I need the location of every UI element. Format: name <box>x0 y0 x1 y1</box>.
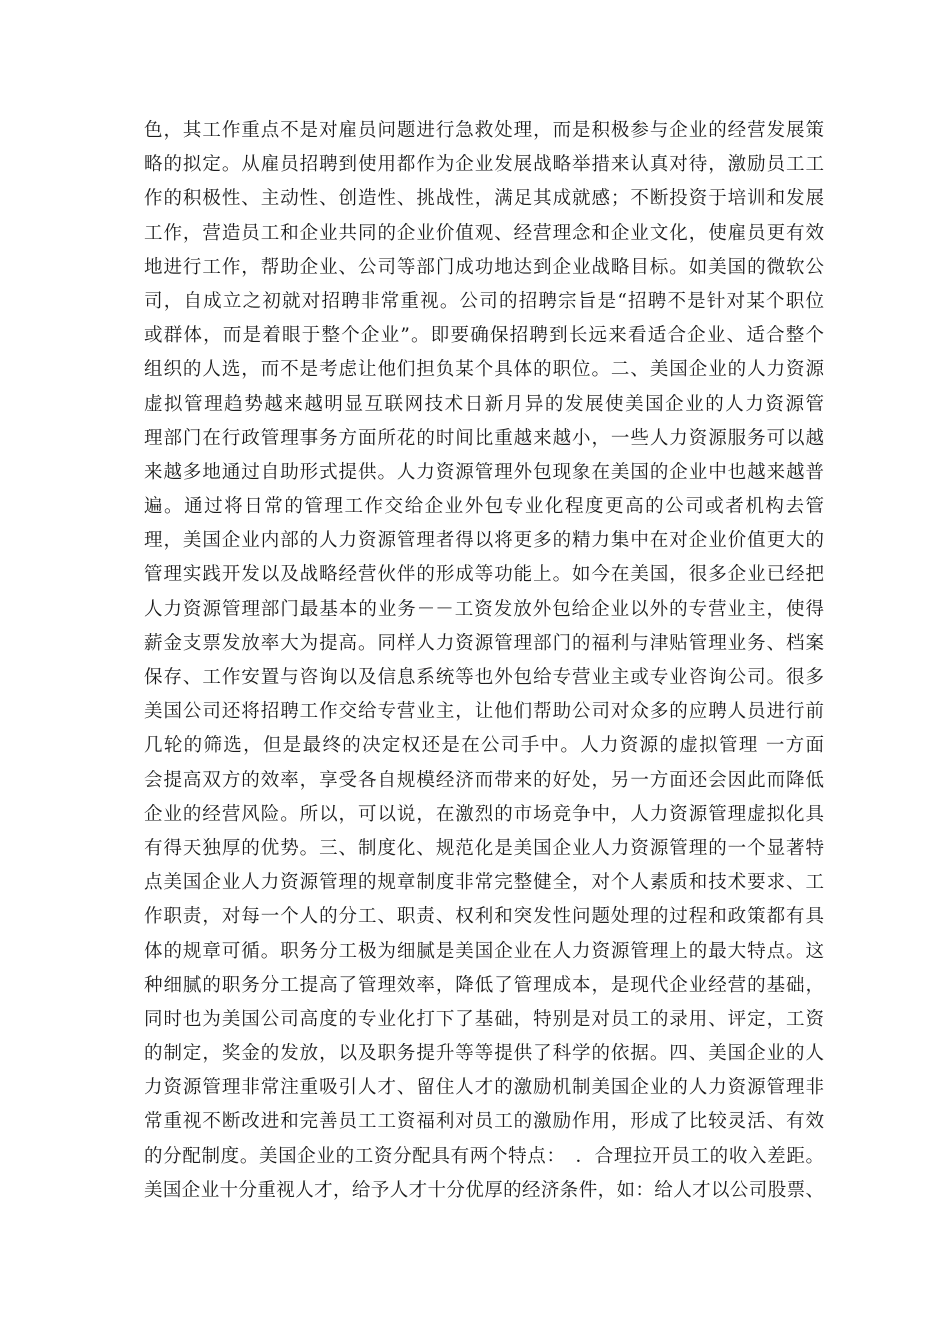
text-line: 种细腻的职务分工提高了管理效率，降低了管理成本，是现代企业经营的基础， <box>144 974 824 996</box>
text-line: 的分配制度。美国企业的工资分配具有两个特点： ．合理拉开员工的收入差距。 <box>144 1145 824 1167</box>
text-line: 会提高双方的效率，享受各自规模经济而带来的好处，另一方面还会因此而降低 <box>144 769 824 791</box>
text-line: 力资源管理非常注重吸引人才、留住人才的激励机制美国企业的人力资源管理非 <box>144 1077 824 1099</box>
text-line: 点美国企业人力资源管理的规章制度非常完整健全，对个人素质和技术要求、工 <box>144 872 824 894</box>
text-line: 保存、工作安置与咨询以及信息系统等也外包给专营业主或专业咨询公司。很多 <box>144 667 824 688</box>
text-line: 理部门在行政管理事务方面所花的时间比重越来越小，一些人力资源服务可以越 <box>144 427 824 449</box>
text-line: 作职责，对每一个人的分工、职责、权利和突发性问题处理的过程和政策都有具 <box>144 906 824 928</box>
text-line: 美国公司还将招聘工作交给专营业主，让他们帮助公司对众多的应聘人员进行前 <box>144 701 824 723</box>
text-line: 同时也为美国公司高度的专业化打下了基础，特别是对员工的录用、评定，工资 <box>144 1008 824 1030</box>
text-line: 薪金支票发放率大为提高。同样人力资源管理部门的福利与津贴管理业务、档案 <box>144 632 824 654</box>
text-line: 管理实践开发以及战略经营伙伴的形成等功能上。如今在美国，很多企业已经把 <box>144 564 824 586</box>
text-line: 美国企业十分重视人才，给予人才十分优厚的经济条件，如：给人才以公司股票、 <box>144 1179 824 1201</box>
text-line: 地进行工作，帮助企业、公司等部门成功地达到企业战略目标。如美国的微软公 <box>144 256 824 278</box>
text-line: 的制定，奖金的发放，以及职务提升等等提供了科学的依据。四、美国企业的人 <box>144 1043 824 1065</box>
text-line: 人力资源管理部门最基本的业务－－工资发放外包给企业以外的专营业主，使得 <box>144 598 824 620</box>
text-line: 几轮的筛选，但是最终的决定权还是在公司手中。人力资源的虚拟管理 一方面 <box>144 735 824 757</box>
text-line: 企业的经营风险。所以，可以说，在激烈的市场竞争中，人力资源管理虚拟化具 <box>144 803 824 825</box>
text-line: 作的积极性、主动性、创造性、挑战性，满足其成就感；不断投资于培训和发展 <box>144 188 824 210</box>
text-line: 来越多地通过自助形式提供。人力资源管理外包现象在美国的企业中也越来越普 <box>144 461 824 483</box>
text-line: 遍。通过将日常的管理工作交给企业外包专业化程度更高的公司或者机构去管 <box>144 496 824 518</box>
text-line: 组织的人选，而不是考虑让他们担负某个具体的职位。二、美国企业的人力资源 <box>144 359 824 381</box>
text-line: 司，自成立之初就对招聘非常重视。公司的招聘宗旨是“招聘不是针对某个职位 <box>144 290 824 312</box>
text-line: 工作，营造员工和企业共同的企业价值观、经营理念和企业文化，使雇员更有效 <box>144 222 824 244</box>
text-line: 常重视不断改进和完善员工工资福利对员工的激励作用，形成了比较灵活、有效 <box>144 1111 824 1133</box>
text-line: 虚拟管理趋势越来越明显互联网技术日新月异的发展使美国企业的人力资源管 <box>144 393 824 415</box>
text-line: 色，其工作重点不是对雇员问题进行急救处理，而是积极参与企业的经营发展策 <box>144 120 824 141</box>
text-line: 或群体，而是着眼于整个企业”。即要确保招聘到长远来看适合企业、适合整个 <box>144 325 824 347</box>
text-line: 理，美国企业内部的人力资源管理者得以将更多的精力集中在对企业价值更大的 <box>144 530 824 552</box>
text-line: 略的拟定。从雇员招聘到使用都作为企业发展战略举措来认真对待，激励员工工 <box>144 154 824 176</box>
text-line: 有得天独厚的优势。三、制度化、规范化是美国企业人力资源管理的一个显著特 <box>144 837 824 859</box>
text-line: 体的规章可循。职务分工极为细腻是美国企业在人力资源管理上的最大特点。这 <box>144 940 824 962</box>
body-text <box>144 114 824 1208</box>
